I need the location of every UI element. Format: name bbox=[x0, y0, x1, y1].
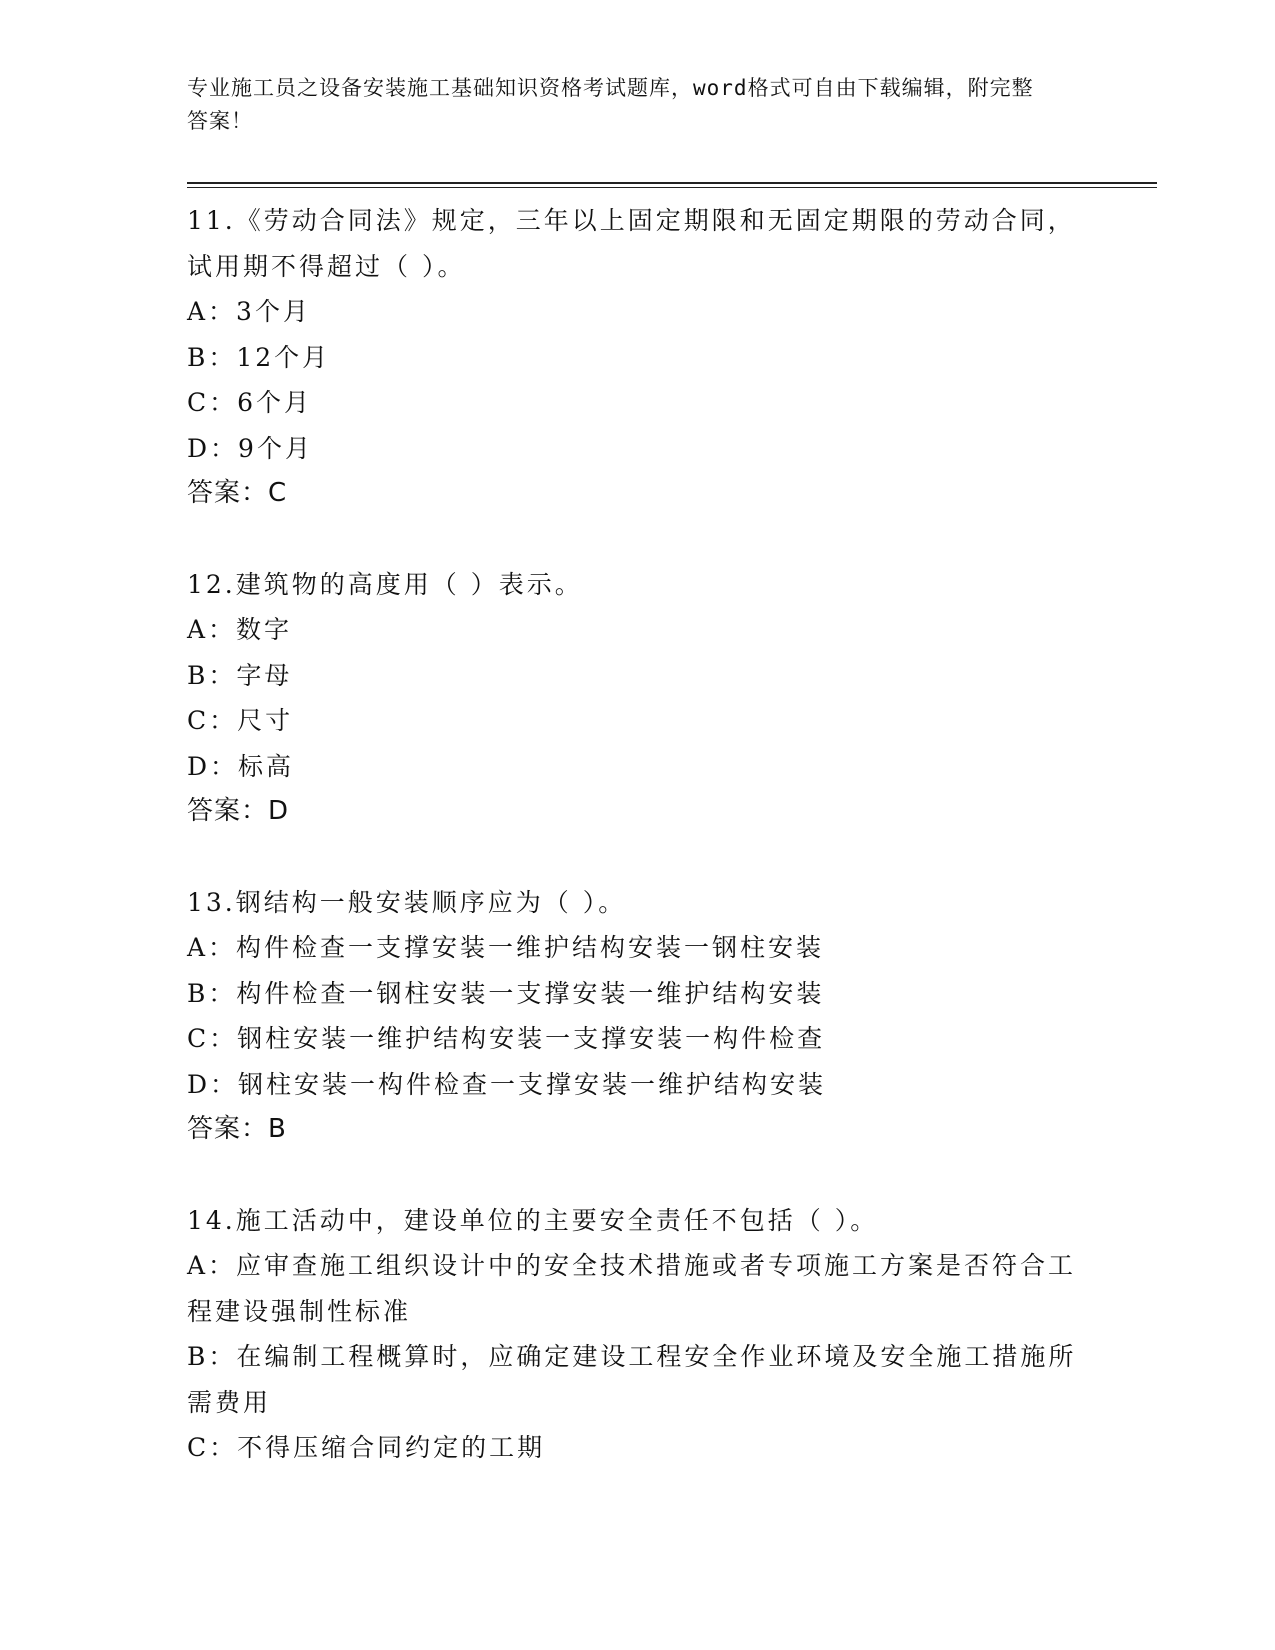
question-13 bbox=[187, 880, 1157, 1153]
answer-line: 答案：C bbox=[187, 478, 288, 508]
option-b: B：12个月 bbox=[187, 342, 331, 372]
document-page bbox=[187, 72, 1157, 1516]
option-a: A：3个月 bbox=[187, 297, 311, 326]
question-stem: 12.建筑物的高度用（ ）表示。 bbox=[187, 569, 583, 599]
question-11 bbox=[187, 198, 1157, 517]
option-c: C：6个月 bbox=[187, 388, 313, 417]
question-stem: 11.《劳动合同法》规定，三年以上固定期限和无固定期限的劳动合同，试用期不得超过（ ）。 bbox=[187, 206, 1076, 281]
question-stem: 13.钢结构一般安装顺序应为（ ）。 bbox=[187, 887, 627, 917]
question-12 bbox=[187, 562, 1157, 835]
option-a: A：应审查施工组织设计中的安全技术措施或者专项施工方案是否符合工程建设强制性标准 bbox=[187, 1251, 1077, 1326]
option-d: D：钢柱安装一构件检查一支撑安装一维护结构安装 bbox=[187, 1069, 827, 1099]
document-header: 专业施工员之设备安装施工基础知识资格考试题库，word格式可自由下载编辑，附完整答案！ bbox=[187, 76, 1034, 133]
option-b: B：字母 bbox=[187, 660, 293, 690]
option-c: C：尺寸 bbox=[187, 706, 294, 735]
header-divider bbox=[187, 182, 1157, 188]
option-c: C：钢柱安装一维护结构安装一支撑安装一构件检查 bbox=[187, 1024, 826, 1053]
question-stem: 14.施工活动中，建设单位的主要安全责任不包括（ ）。 bbox=[187, 1205, 879, 1235]
option-b: B：构件检查一钢柱安装一支撑安装一维护结构安装 bbox=[187, 978, 825, 1008]
option-a: A：构件检查一支撑安装一维护结构安装一钢柱安装 bbox=[187, 933, 825, 962]
option-c: C：不得压缩合同约定的工期 bbox=[187, 1433, 546, 1462]
option-d: D：9个月 bbox=[187, 433, 313, 463]
answer-line: 答案：D bbox=[187, 796, 290, 826]
question-14 bbox=[187, 1198, 1157, 1471]
answer-line: 答案：B bbox=[187, 1114, 287, 1144]
question-list bbox=[187, 198, 1157, 1471]
option-a: A：数字 bbox=[187, 615, 293, 644]
option-d: D：标高 bbox=[187, 751, 295, 781]
option-b: B：在编制工程概算时，应确定建设工程安全作业环境及安全施工措施所需费用 bbox=[187, 1342, 1077, 1417]
